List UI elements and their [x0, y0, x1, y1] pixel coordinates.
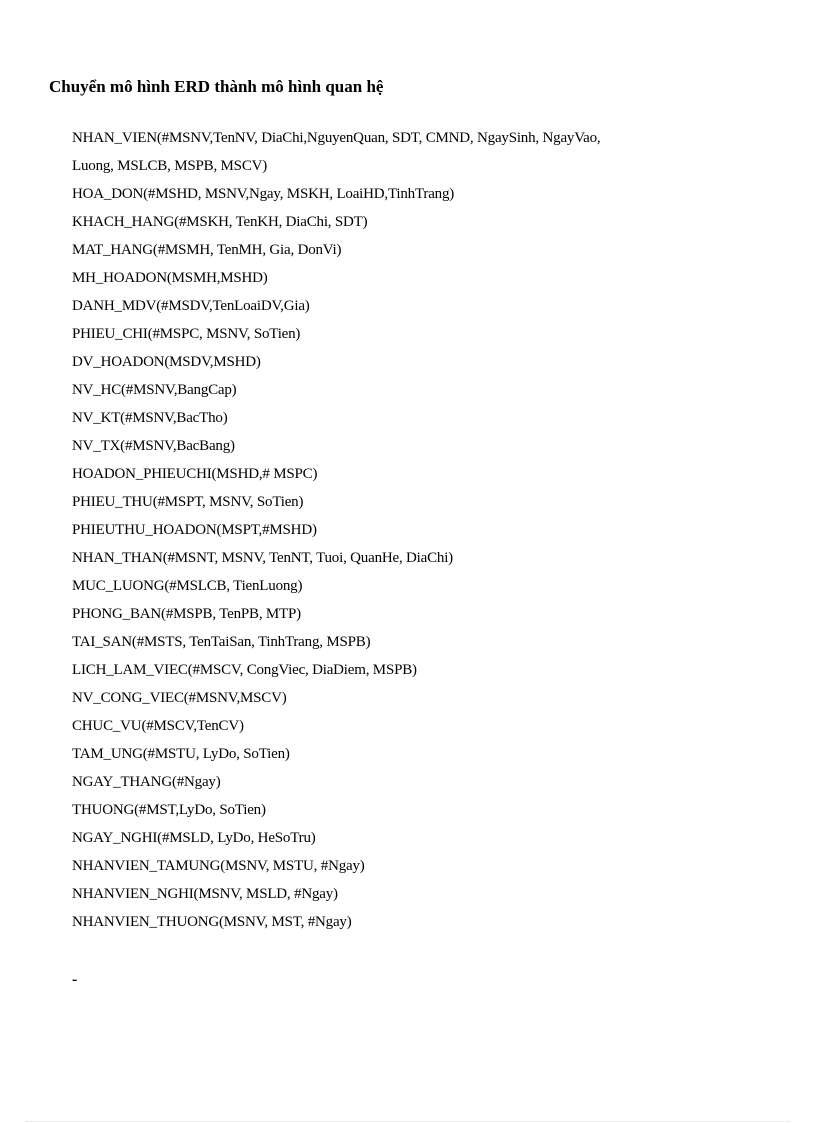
relation-line: HOA_DON(#MSHD, MSNV,Ngay, MSKH, LoaiHD,TinhTrang) [72, 186, 455, 202]
relation-line: NHANVIEN_NGHI(MSNV, MSLD, #Ngay) [72, 886, 338, 902]
relation-line: LICH_LAM_VIEC(#MSCV, CongViec, DiaDiem, MSPB) [72, 662, 417, 678]
relation-line: CHUC_VU(#MSCV,TenCV) [72, 718, 244, 734]
relation-line: NGAY_NGHI(#MSLD, LyDo, HeSoTru) [72, 830, 316, 846]
trailing-dash: - [72, 971, 78, 988]
relation-line: THUONG(#MST,LyDo, SoTien) [72, 802, 266, 818]
relation-line: MUC_LUONG(#MSLCB, TienLuong) [72, 578, 303, 594]
relation-line: MAT_HANG(#MSMH, TenMH, Gia, DonVi) [72, 242, 342, 258]
relation-line: PHIEU_THU(#MSPT, MSNV, SoTien) [72, 494, 304, 510]
relation-line: MH_HOADON(MSMH,MSHD) [72, 270, 268, 286]
relation-line: NGAY_THANG(#Ngay) [72, 774, 221, 790]
relation-line: NHAN_VIEN(#MSNV,TenNV, DiaChi,NguyenQuan, SDT, CMND, NgaySinh, NgayVao, [72, 130, 601, 146]
relation-line: NHANVIEN_THUONG(MSNV, MST, #Ngay) [72, 914, 352, 930]
relation-line: Luong, MSLCB, MSPB, MSCV) [72, 158, 268, 174]
relation-line: NV_TX(#MSNV,BacBang) [72, 438, 235, 454]
relation-line: NHANVIEN_TAMUNG(MSNV, MSTU, #Ngay) [72, 858, 365, 874]
relation-line: NV_CONG_VIEC(#MSNV,MSCV) [72, 690, 287, 706]
relation-line: KHACH_HANG(#MSKH, TenKH, DiaChi, SDT) [72, 214, 368, 230]
page-bottom-divider [26, 1121, 790, 1122]
relation-line: DV_HOADON(MSDV,MSHD) [72, 354, 261, 370]
relation-line: PHIEU_CHI(#MSPC, MSNV, SoTien) [72, 326, 301, 342]
page-title: Chuyển mô hình ERD thành mô hình quan hệ [49, 77, 384, 96]
relation-line: TAM_UNG(#MSTU, LyDo, SoTien) [72, 746, 290, 762]
relation-line: HOADON_PHIEUCHI(MSHD,# MSPC) [72, 466, 318, 482]
relation-line: NV_HC(#MSNV,BangCap) [72, 382, 237, 398]
relation-line: DANH_MDV(#MSDV,TenLoaiDV,Gia) [72, 298, 310, 314]
relation-line: NV_KT(#MSNV,BacTho) [72, 410, 228, 426]
relation-line: PHIEUTHU_HOADON(MSPT,#MSHD) [72, 522, 317, 538]
relation-line: PHONG_BAN(#MSPB, TenPB, MTP) [72, 606, 301, 622]
relation-list [72, 124, 792, 936]
relation-line: NHAN_THAN(#MSNT, MSNV, TenNT, Tuoi, QuanHe, DiaChi) [72, 550, 453, 566]
relation-line: TAI_SAN(#MSTS, TenTaiSan, TinhTrang, MSPB) [72, 634, 371, 650]
